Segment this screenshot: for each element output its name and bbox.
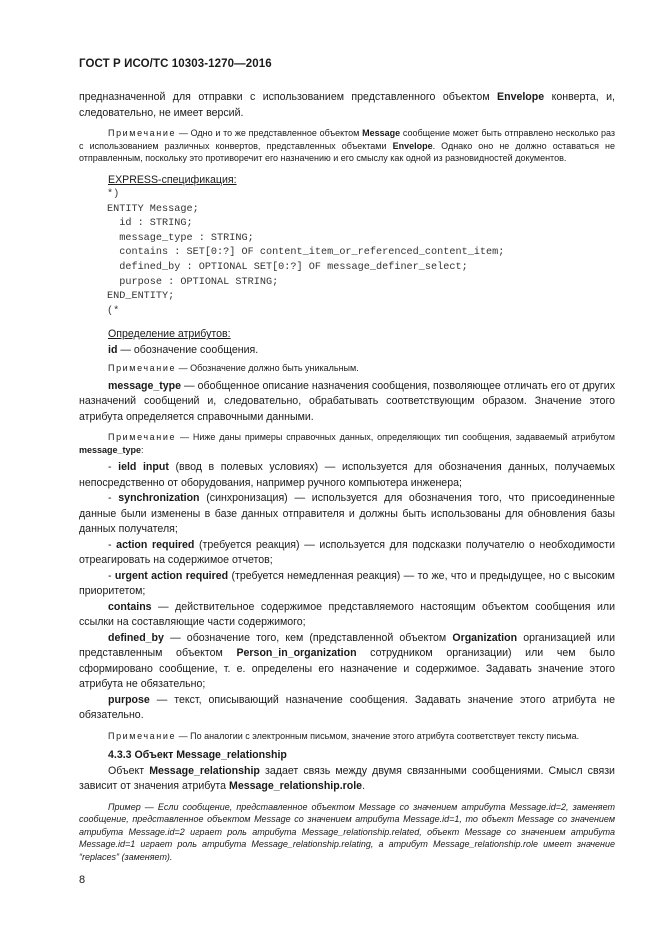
list-item: - action required (требуется реакция) — используется для подсказки получателю о необходимости отреагировать на содержимое отчетов; [79,538,615,567]
page-header: ГОСТ Р ИСО/ТС 10303-1270—2016 [79,58,272,70]
attr-message-type: message_type — обобщенное описание назначения сообщения, позволяющее отличать его от других назначений сообщений и, следовательно, обрабатывать соответствующим образом. Значение этого атрибута определяется справочными данными. [79,379,615,423]
list-item: - ield input (ввод в полевых условиях) — используется для обозначения данных, получаемых непосредственно от оборудования, например ручного компьютера инженера; [79,461,615,489]
express-spec-title: EXPRESS-спецификация: [108,173,237,186]
code-line: purpose : OPTIONAL STRING; [107,276,279,288]
page-content [79,90,615,863]
note-purpose: Примечание — По аналогии с электронным письмом, значение этого атрибута соответствует тексту письма. [108,730,580,741]
code-line: defined_by : OPTIONAL SET[0:?] OF message_definer_select; [107,261,468,273]
code-line: message_type : STRING; [107,232,254,244]
list-item: - urgent action required (требуется немедленная реакция) — то же, что и предыдущее, но с высоким приоритетом; [79,569,615,598]
example-paragraph: Пример — Если сообщение, представленное объектом Message со значением атрибута Message.id=2, заменяет сообщение, представленное объектом Message со значением атрибута Message.id=1, то объект Message со значением атрибута Message.id=2 играет роль атрибута Message_relationship.related, объект Message со значением атрибута Message.id=1 играет роль атрибута Message_relationship.relating, а атрибут Message_relationship.role имеет значение “replaces” (заменяет). [79,801,615,862]
code-line: contains : SET[0:?] OF content_item_or_referenced_content_item; [107,247,505,259]
paragraph-envelope: предназначенной для отправки с использованием представленного объектом Envelope конверта, и, следовательно, не имеет версий. [79,91,616,119]
note-message-type-examples: Примечание — Ниже даны примеры справочных данных, определяющих тип сообщения, задаваемый атрибутом message_type: [79,432,615,455]
code-line: (* [107,305,120,317]
attr-id: id — обозначение сообщения. [108,343,259,356]
note-id-unique: Примечание — Обозначение должно быть уникальным. [108,363,359,374]
attr-purpose: purpose — текст, описывающий назначение сообщения. Задавать значение этого атрибута не обязательно. [79,693,615,722]
express-code-block [107,188,615,319]
section-heading: 4.3.3 Объект Message_relationship [108,749,287,762]
attr-contains: contains — действительное содержимое представляемого настоящим объектом сообщения или ссылки на составляющие части содержимого; [79,600,615,629]
code-line: ENTITY Message; [107,203,199,215]
page-number: 8 [79,874,86,886]
code-line: *) [107,189,120,200]
section-paragraph: Объект Message_relationship задает связь между двумя связанными сообщениями. Смысл связи зависит от значения атрибута Message_relationship.role. [79,764,615,793]
attributes-title: Определение атрибутов: [108,328,231,341]
list-item: - synchronization (синхронизация) — используется для обозначения того, что присоединенные данные были изменены в базе данных отправителя и должны быть использованы для обновления базы данных получателя; [79,492,615,536]
code-line: id : STRING; [107,218,193,230]
note-message-resend: Примечание — Одно и то же представленное объектом Message сообщение может быть отправлено несколько раз с использованием различных конвертов, представленных объектами Envelope. Однако оно не должно оставаться не отправленным, поскольку это противоречит его назначению и его смыслу как одной из разновидностей документов. [79,128,615,163]
code-line: END_ENTITY; [107,291,175,303]
attr-defined-by: defined_by — обозначение того, кем (представленной объектом Organization организацией или представленным объектом Person_in_organization сотрудником организации) или чем было сформировано сообщение, т. е. определены его назначение и содержимое. Задавать значение этого атрибута не обязательно; [79,631,615,691]
